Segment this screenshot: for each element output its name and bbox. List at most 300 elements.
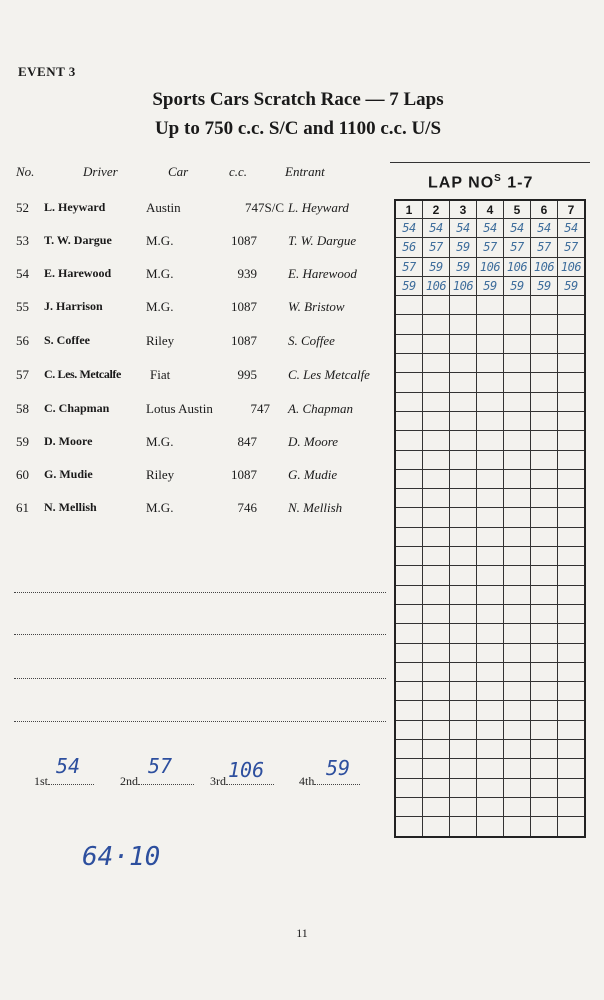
lap-entry bbox=[531, 759, 558, 778]
lap-entry bbox=[504, 508, 531, 527]
car-make: Riley bbox=[146, 333, 175, 348]
lap-entry: 57 bbox=[504, 238, 531, 257]
car-number: 55 bbox=[16, 299, 29, 314]
car-make: Lotus Austin bbox=[146, 401, 213, 416]
lap-entry bbox=[450, 701, 477, 720]
lap-entry bbox=[395, 450, 423, 469]
lap-entry bbox=[531, 527, 558, 546]
lap-entry: 57 bbox=[477, 238, 504, 257]
lap-entry bbox=[558, 797, 586, 816]
lap-entry bbox=[395, 720, 423, 739]
lap-entry: 106 bbox=[477, 257, 504, 276]
lap-entry bbox=[558, 354, 586, 373]
lap-entry bbox=[477, 392, 504, 411]
lap-entry bbox=[395, 354, 423, 373]
lap-position-row bbox=[395, 759, 585, 778]
lap-chart-title bbox=[428, 173, 533, 192]
lap-position-row bbox=[395, 662, 585, 681]
lap-entry bbox=[423, 431, 450, 450]
lap-position-row bbox=[395, 450, 585, 469]
lap-entry bbox=[477, 759, 504, 778]
lap-entry bbox=[395, 315, 423, 334]
lap-entry bbox=[477, 817, 504, 837]
lap-entry bbox=[450, 585, 477, 604]
lap-entry bbox=[531, 469, 558, 488]
lap-entry bbox=[423, 624, 450, 643]
lap-entry bbox=[423, 547, 450, 566]
lap-entry bbox=[450, 643, 477, 662]
lap-entry bbox=[504, 720, 531, 739]
lap-entry bbox=[395, 566, 423, 585]
car-make: Fiat bbox=[150, 367, 171, 382]
lap-entry bbox=[477, 701, 504, 720]
third-label: 3rd bbox=[210, 774, 226, 788]
lap-entry bbox=[558, 450, 586, 469]
lap-entry bbox=[531, 585, 558, 604]
lap-entry: 57 bbox=[395, 257, 423, 276]
lap-number: 3 bbox=[450, 200, 477, 219]
car-number: 61 bbox=[16, 500, 29, 515]
lap-entry bbox=[450, 450, 477, 469]
lap-entry: 59 bbox=[531, 276, 558, 295]
lap-entry bbox=[450, 334, 477, 353]
lap-position-row bbox=[395, 354, 585, 373]
race-title: Sports Cars Scratch Race — 7 Laps bbox=[152, 89, 444, 110]
car-number: 60 bbox=[16, 467, 29, 482]
lap-entry bbox=[558, 585, 586, 604]
lap-entry bbox=[477, 527, 504, 546]
lap-entry bbox=[395, 547, 423, 566]
lap-entry bbox=[558, 489, 586, 508]
entrant-name: N. Mellish bbox=[288, 500, 343, 515]
lap-entry bbox=[423, 489, 450, 508]
lap-entry bbox=[477, 508, 504, 527]
lap-entry bbox=[423, 740, 450, 759]
lap-number: 1 bbox=[395, 200, 423, 219]
lap-entry bbox=[395, 373, 423, 392]
handwritten-note: 64·10 bbox=[82, 842, 161, 872]
lap-entry bbox=[450, 411, 477, 430]
car-number: 54 bbox=[16, 266, 29, 281]
lap-position-row bbox=[395, 392, 585, 411]
lap-number: 5 bbox=[504, 200, 531, 219]
lap-entry bbox=[423, 759, 450, 778]
lap-entry bbox=[423, 701, 450, 720]
lap-entry bbox=[558, 469, 586, 488]
driver-name: L. Heyward bbox=[44, 200, 106, 214]
lap-entry: 106 bbox=[450, 276, 477, 295]
blank-entry-line bbox=[14, 721, 386, 722]
lap-entry bbox=[558, 547, 586, 566]
lap-entry bbox=[504, 682, 531, 701]
lap-entry bbox=[450, 296, 477, 315]
lap-title-text: LAP NO bbox=[428, 174, 495, 192]
lap-position-row bbox=[395, 797, 585, 816]
lap-entry bbox=[558, 315, 586, 334]
lap-entry bbox=[395, 489, 423, 508]
lap-position-row bbox=[395, 257, 585, 276]
lap-entry bbox=[423, 778, 450, 797]
lap-entry: 59 bbox=[450, 257, 477, 276]
lap-entry bbox=[450, 624, 477, 643]
lap-entry bbox=[477, 334, 504, 353]
lap-entry bbox=[450, 797, 477, 816]
lap-position-row bbox=[395, 682, 585, 701]
lap-entry bbox=[531, 547, 558, 566]
lap-entry bbox=[423, 604, 450, 623]
lap-entry bbox=[423, 296, 450, 315]
lap-entry: 54 bbox=[395, 219, 423, 238]
lap-entry bbox=[558, 296, 586, 315]
entrant-name: L. Heyward bbox=[288, 200, 349, 215]
lap-position-row bbox=[395, 238, 585, 257]
lap-entry bbox=[450, 740, 477, 759]
lap-entry: 59 bbox=[395, 276, 423, 295]
page-number: 11 bbox=[296, 926, 308, 940]
lap-entry: 54 bbox=[450, 219, 477, 238]
car-number: 56 bbox=[16, 333, 29, 348]
lap-entry bbox=[558, 566, 586, 585]
lap-entry bbox=[450, 547, 477, 566]
lap-entry bbox=[395, 817, 423, 837]
car-make: Austin bbox=[146, 200, 181, 215]
lap-entry: 54 bbox=[531, 219, 558, 238]
lap-position-row bbox=[395, 334, 585, 353]
lap-entry bbox=[477, 720, 504, 739]
lap-entry bbox=[504, 373, 531, 392]
lap-entry bbox=[450, 778, 477, 797]
driver-name: D. Moore bbox=[44, 434, 93, 448]
lap-entry bbox=[477, 682, 504, 701]
lap-position-row bbox=[395, 508, 585, 527]
lap-entry bbox=[531, 508, 558, 527]
car-number: 57 bbox=[16, 367, 29, 382]
entrant-name: W. Bristow bbox=[288, 299, 345, 314]
lap-entry bbox=[531, 662, 558, 681]
lap-entry bbox=[423, 682, 450, 701]
first-value: 54 bbox=[56, 754, 81, 778]
lap-position-row bbox=[395, 527, 585, 546]
lap-entry bbox=[504, 566, 531, 585]
lap-entry bbox=[531, 373, 558, 392]
engine-cc: 995 bbox=[237, 367, 257, 382]
lap-entry bbox=[504, 354, 531, 373]
lap-entry bbox=[558, 701, 586, 720]
lap-entry bbox=[477, 624, 504, 643]
blank-entry-line bbox=[14, 678, 386, 679]
lap-entry bbox=[450, 354, 477, 373]
lap-position-row bbox=[395, 643, 585, 662]
lap-entry bbox=[450, 392, 477, 411]
lap-entry bbox=[395, 527, 423, 546]
lap-entry bbox=[423, 334, 450, 353]
lap-entry bbox=[477, 547, 504, 566]
race-subtitle: Up to 750 c.c. S/C and 1100 c.c. U/S bbox=[154, 118, 442, 139]
lap-entry: 56 bbox=[395, 238, 423, 257]
first-label: 1st bbox=[34, 774, 49, 788]
engine-cc: 1087 bbox=[231, 467, 257, 482]
lap-entry bbox=[531, 740, 558, 759]
header-car: Car bbox=[168, 164, 189, 179]
lap-entry bbox=[395, 585, 423, 604]
lap-entry bbox=[531, 701, 558, 720]
lap-entry bbox=[450, 527, 477, 546]
lap-position-row bbox=[395, 740, 585, 759]
lap-entry bbox=[504, 759, 531, 778]
lap-position-row bbox=[395, 373, 585, 392]
lap-entry bbox=[531, 315, 558, 334]
lap-entry bbox=[531, 817, 558, 837]
lap-entry bbox=[395, 334, 423, 353]
lap-number: 6 bbox=[531, 200, 558, 219]
lap-entry bbox=[423, 585, 450, 604]
lap-entry bbox=[504, 431, 531, 450]
lap-entry bbox=[395, 797, 423, 816]
lap-entry bbox=[395, 431, 423, 450]
driver-name: G. Mudie bbox=[44, 467, 93, 481]
car-number: 53 bbox=[16, 233, 29, 248]
lap-title-sup: S bbox=[494, 173, 502, 184]
second-label: 2nd bbox=[120, 774, 138, 788]
engine-cc: 939 bbox=[237, 266, 257, 281]
lap-entry: 54 bbox=[558, 219, 586, 238]
lap-entry: 59 bbox=[423, 257, 450, 276]
lap-entry bbox=[423, 662, 450, 681]
lap-position-row bbox=[395, 720, 585, 739]
lap-entry bbox=[531, 354, 558, 373]
car-number: 52 bbox=[16, 200, 29, 215]
car-number: 58 bbox=[16, 401, 29, 416]
lap-entry bbox=[450, 759, 477, 778]
lap-entry bbox=[395, 604, 423, 623]
lap-entry bbox=[558, 527, 586, 546]
lap-position-row bbox=[395, 469, 585, 488]
driver-name: C. Chapman bbox=[44, 401, 110, 415]
lap-entry bbox=[531, 392, 558, 411]
lap-entry bbox=[504, 296, 531, 315]
car-number: 59 bbox=[16, 434, 29, 449]
lap-entry bbox=[504, 527, 531, 546]
lap-entry bbox=[423, 373, 450, 392]
lap-entry bbox=[450, 431, 477, 450]
lap-entry bbox=[477, 643, 504, 662]
lap-entry bbox=[558, 662, 586, 681]
lap-entry bbox=[531, 411, 558, 430]
entrant-name: A. Chapman bbox=[288, 401, 353, 416]
lap-entry bbox=[477, 354, 504, 373]
driver-name: J. Harrison bbox=[44, 299, 103, 313]
lap-entry bbox=[477, 797, 504, 816]
lap-entry bbox=[504, 585, 531, 604]
lap-entry bbox=[558, 373, 586, 392]
lap-entry bbox=[395, 508, 423, 527]
lap-entry bbox=[477, 411, 504, 430]
lap-entry bbox=[423, 720, 450, 739]
lap-entry bbox=[423, 817, 450, 837]
lap-position-row bbox=[395, 566, 585, 585]
engine-cc: 747 bbox=[250, 401, 270, 416]
lap-entry bbox=[531, 682, 558, 701]
lap-entry bbox=[423, 392, 450, 411]
lap-entry bbox=[477, 489, 504, 508]
lap-entry bbox=[558, 817, 586, 837]
lap-entry bbox=[504, 604, 531, 623]
lap-position-row bbox=[395, 431, 585, 450]
lap-entry: 59 bbox=[504, 276, 531, 295]
lap-entry bbox=[395, 701, 423, 720]
lap-position-row bbox=[395, 604, 585, 623]
lap-entry bbox=[531, 489, 558, 508]
header-cc: c.c. bbox=[229, 164, 248, 179]
lap-entry bbox=[504, 392, 531, 411]
lap-entry bbox=[504, 643, 531, 662]
lap-chart-grid bbox=[394, 199, 586, 838]
lap-entry bbox=[450, 566, 477, 585]
lap-position-row bbox=[395, 778, 585, 797]
blank-entry-line bbox=[14, 634, 386, 635]
lap-entry bbox=[423, 527, 450, 546]
driver-name: T. W. Dargue bbox=[44, 233, 112, 247]
header-no: No. bbox=[16, 164, 35, 179]
lap-entry bbox=[450, 315, 477, 334]
driver-name: C. Les. Metcalfe bbox=[44, 367, 121, 381]
lap-position-row bbox=[395, 547, 585, 566]
entrant-name: G. Mudie bbox=[288, 467, 338, 482]
lap-entry bbox=[395, 778, 423, 797]
lap-entry bbox=[558, 411, 586, 430]
lap-entry bbox=[531, 450, 558, 469]
lap-entry: 106 bbox=[558, 257, 586, 276]
lap-position-row bbox=[395, 489, 585, 508]
lap-entry bbox=[558, 604, 586, 623]
lap-entry bbox=[395, 392, 423, 411]
lap-entry bbox=[450, 817, 477, 837]
lap-entry bbox=[531, 624, 558, 643]
entrant-name: E. Harewood bbox=[288, 266, 357, 281]
engine-cc: 1087 bbox=[231, 333, 257, 348]
lap-entry: 57 bbox=[531, 238, 558, 257]
lap-position-row bbox=[395, 624, 585, 643]
lap-entry bbox=[450, 373, 477, 392]
lap-entry bbox=[423, 411, 450, 430]
lap-entry bbox=[423, 469, 450, 488]
engine-cc: 746 bbox=[237, 500, 257, 515]
lap-entry bbox=[558, 431, 586, 450]
lap-title-range: 1-7 bbox=[501, 174, 534, 192]
lap-entry bbox=[558, 778, 586, 797]
lap-entry bbox=[423, 354, 450, 373]
lap-position-row bbox=[395, 276, 585, 295]
blank-entry-line bbox=[14, 592, 386, 593]
lap-entry bbox=[558, 334, 586, 353]
lap-entry bbox=[504, 547, 531, 566]
lap-position-row bbox=[395, 817, 585, 837]
lap-entry bbox=[423, 450, 450, 469]
driver-name: E. Harewood bbox=[44, 266, 112, 280]
lap-entry bbox=[450, 662, 477, 681]
lap-entry bbox=[395, 624, 423, 643]
lap-position-row bbox=[395, 585, 585, 604]
lap-entry bbox=[395, 411, 423, 430]
lap-entry bbox=[423, 508, 450, 527]
lap-entry bbox=[531, 334, 558, 353]
lap-entry bbox=[531, 566, 558, 585]
lap-entry bbox=[395, 296, 423, 315]
lap-entry bbox=[477, 566, 504, 585]
lap-entry bbox=[477, 450, 504, 469]
event-label: EVENT 3 bbox=[18, 64, 76, 79]
lap-entry bbox=[450, 682, 477, 701]
lap-entry bbox=[531, 797, 558, 816]
lap-entry bbox=[558, 643, 586, 662]
empty-lap-rows bbox=[395, 296, 585, 837]
entrant-name: D. Moore bbox=[288, 434, 339, 449]
lap-entry bbox=[477, 662, 504, 681]
lap-entry bbox=[558, 759, 586, 778]
entrant-name: T. W. Dargue bbox=[288, 233, 357, 248]
lap-entry bbox=[504, 315, 531, 334]
lap-position-row bbox=[395, 296, 585, 315]
lap-entry: 106 bbox=[531, 257, 558, 276]
lap-entry bbox=[504, 450, 531, 469]
lap-entry bbox=[423, 643, 450, 662]
lap-entry bbox=[477, 585, 504, 604]
lap-entry: 59 bbox=[477, 276, 504, 295]
lap-entry bbox=[477, 296, 504, 315]
lap-entry bbox=[477, 604, 504, 623]
car-make: Riley bbox=[146, 467, 175, 482]
lap-entry: 57 bbox=[423, 238, 450, 257]
lap-entry bbox=[477, 740, 504, 759]
lap-entry bbox=[395, 759, 423, 778]
third-value: 106 bbox=[228, 758, 265, 782]
entrant-name: C. Les Metcalfe bbox=[288, 367, 370, 382]
lap-number-row bbox=[395, 200, 585, 219]
lap-position-row bbox=[395, 701, 585, 720]
lap-entry bbox=[504, 797, 531, 816]
driver-name: S. Coffee bbox=[44, 333, 90, 347]
lap-number: 2 bbox=[423, 200, 450, 219]
lap-entry bbox=[477, 469, 504, 488]
lap-entry bbox=[395, 643, 423, 662]
lap-entry bbox=[558, 392, 586, 411]
lap-entry bbox=[477, 315, 504, 334]
lap-number: 7 bbox=[558, 200, 586, 219]
lap-entry bbox=[395, 740, 423, 759]
lap-entry bbox=[450, 489, 477, 508]
lap-entry: 106 bbox=[504, 257, 531, 276]
lap-entry bbox=[504, 489, 531, 508]
lap-entry: 54 bbox=[423, 219, 450, 238]
lap-entry bbox=[504, 411, 531, 430]
driver-name: N. Mellish bbox=[44, 500, 97, 514]
lap-entry bbox=[477, 373, 504, 392]
engine-cc: 847 bbox=[237, 434, 257, 449]
lap-entry bbox=[504, 778, 531, 797]
lap-entry bbox=[531, 720, 558, 739]
lap-entry bbox=[477, 431, 504, 450]
lap-entry bbox=[504, 469, 531, 488]
engine-cc: 1087 bbox=[231, 233, 257, 248]
lap-entry bbox=[531, 778, 558, 797]
lap-entry bbox=[504, 334, 531, 353]
lap-entry: 57 bbox=[558, 238, 586, 257]
car-make: M.G. bbox=[146, 500, 174, 515]
lap-entry: 106 bbox=[423, 276, 450, 295]
header-driver: Driver bbox=[83, 164, 118, 179]
second-value: 57 bbox=[148, 754, 173, 778]
lap-entry bbox=[450, 720, 477, 739]
